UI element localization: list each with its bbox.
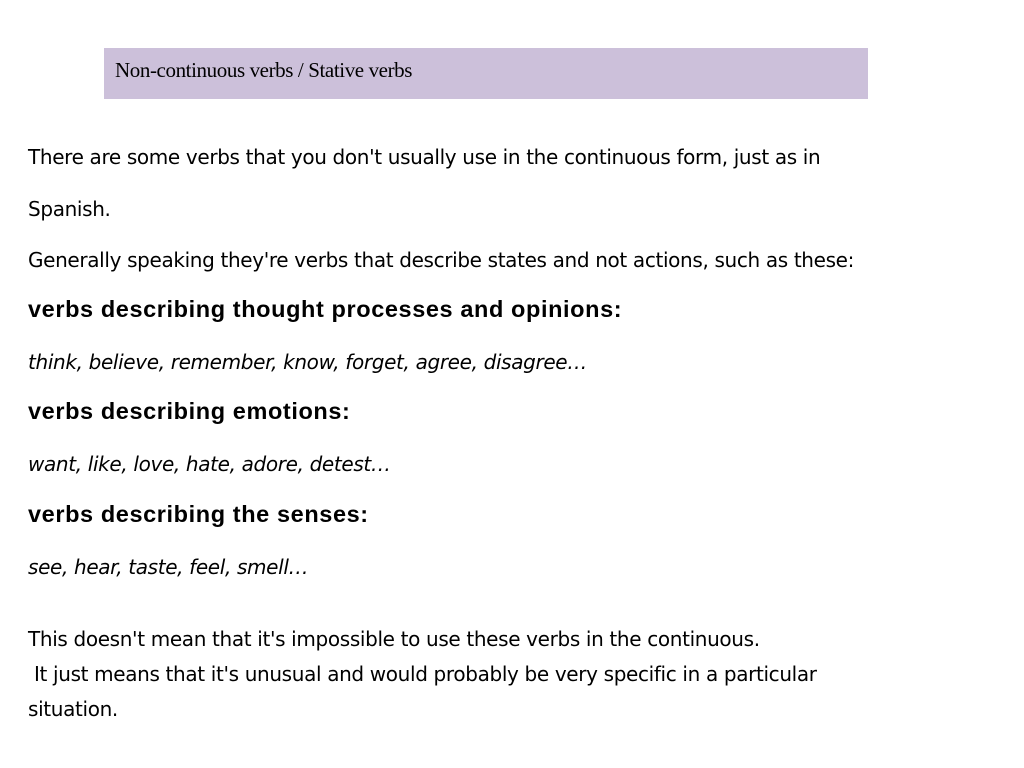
group-heading-senses: verbs describing the senses: — [28, 501, 369, 527]
closing-line-1: This doesn't mean that it's impossible to use these verbs in the continuous. — [28, 627, 760, 651]
closing-line-2: It just means that it's unusual and would probably be very specific in a particular — [28, 662, 817, 686]
slide-title: Non-continuous verbs / Stative verbs — [115, 58, 413, 82]
group-examples-emotions: want, like, love, hate, adore, detest… — [28, 452, 391, 476]
group-examples-senses: see, hear, taste, feel, smell… — [28, 555, 309, 579]
intro-line-2: Spanish. — [28, 197, 111, 221]
intro-line-1: There are some verbs that you don't usually use in the continuous form, just as in — [28, 145, 821, 169]
group-heading-emotions: verbs describing emotions: — [28, 398, 351, 424]
title-banner — [104, 48, 868, 99]
group-examples-thought: think, believe, remember, know, forget, agree, disagree… — [28, 350, 587, 374]
closing-line-3: situation. — [28, 697, 118, 721]
intro-line-3: Generally speaking they're verbs that describe states and not actions, such as these: — [28, 248, 855, 272]
group-heading-thought: verbs describing thought processes and opinions: — [28, 296, 623, 322]
